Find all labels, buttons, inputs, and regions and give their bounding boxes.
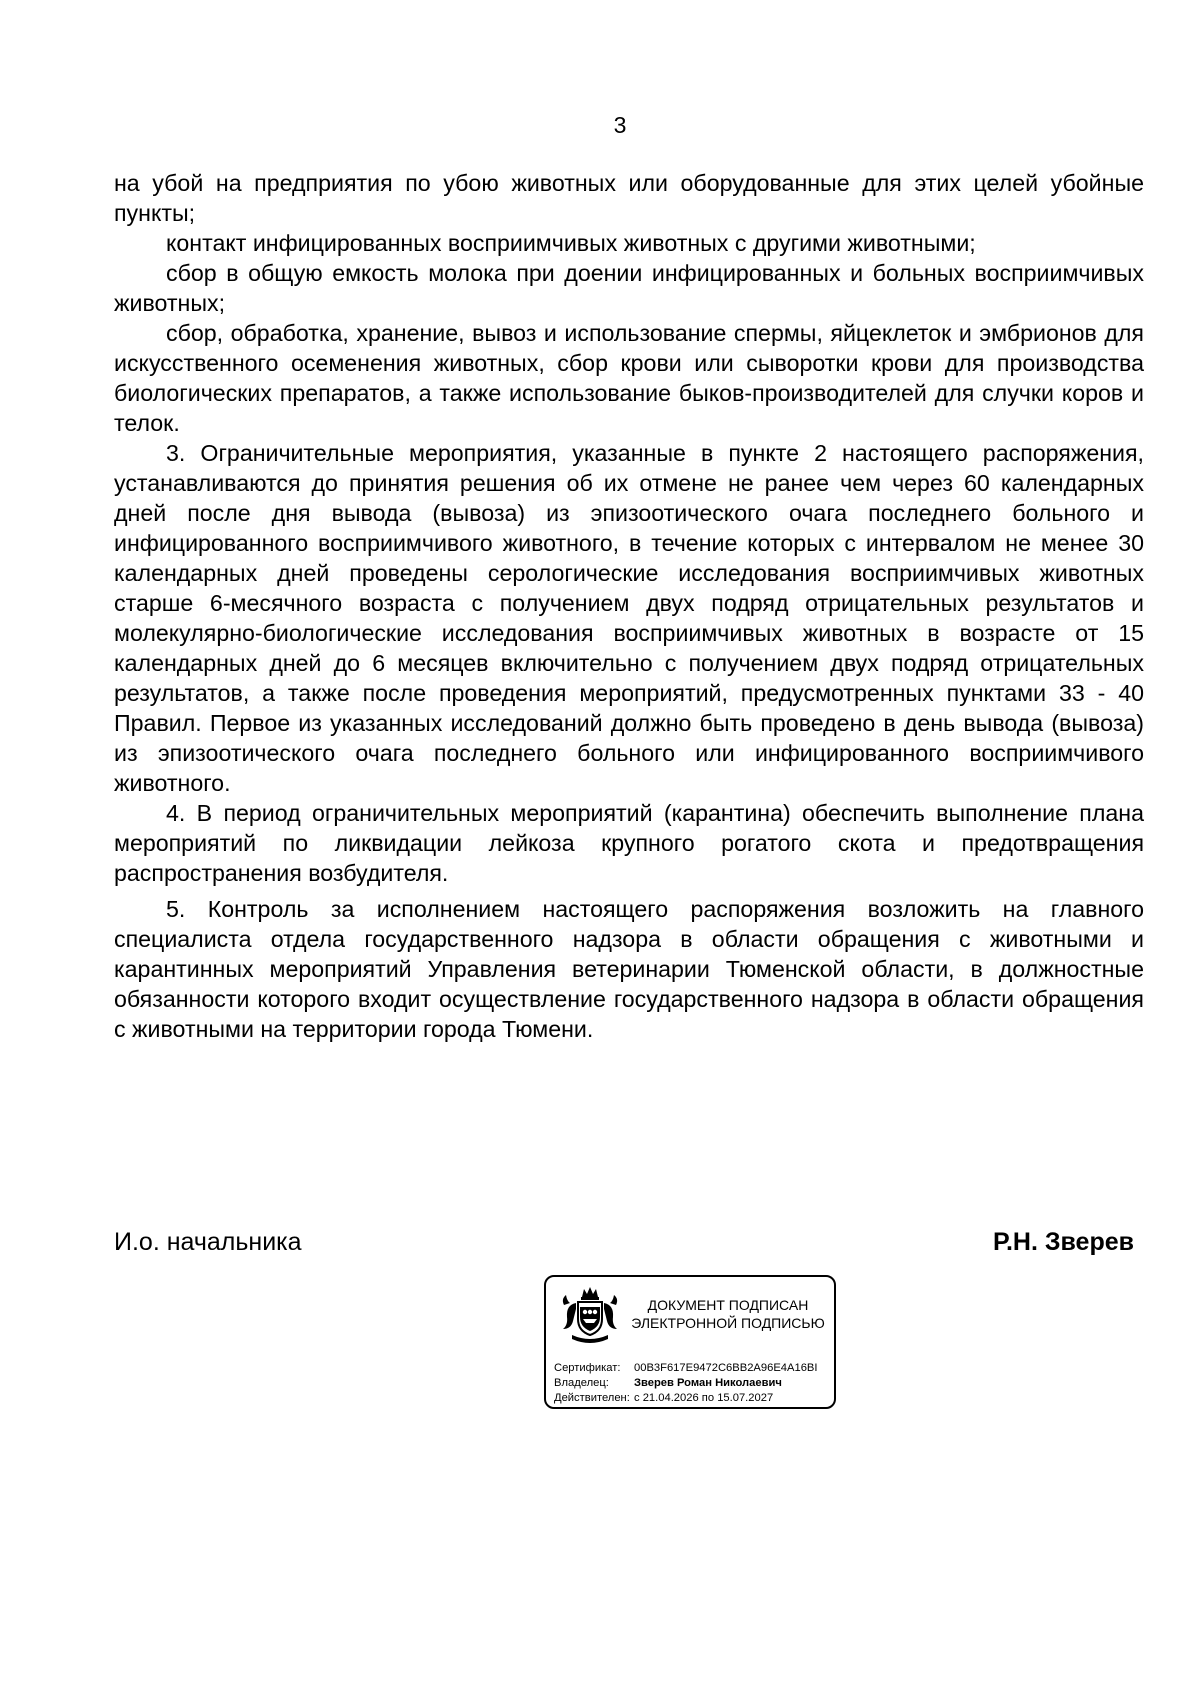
paragraph-slaughter: на убой на предприятия по убою животных или оборудованные для этих целей убойные пункты; xyxy=(114,170,1144,226)
paragraph-sperm: сбор, обработка, хранение, вывоз и использование спермы, яйцеклеток и эмбрионов для искусственного осеменения животных, сбор крови или сыворотки крови для производства биологических препаратов, а также использование быков-производителей для случки коров и телок. xyxy=(114,320,1144,436)
electronic-signature-stamp xyxy=(544,1275,836,1409)
owner-label: Владелец: xyxy=(554,1377,609,1389)
stamp-title xyxy=(620,1296,836,1332)
coat-of-arms-icon xyxy=(558,1285,622,1347)
signatory-position: И.о. начальника xyxy=(114,1228,302,1256)
stamp-title-line-1: ДОКУМЕНТ ПОДПИСАН xyxy=(647,1297,809,1313)
certificate-value: 00B3F617E9472C6BB2A96E4A16BI xyxy=(634,1362,818,1374)
stamp-owner-row xyxy=(554,1376,818,1391)
paragraph-item-3: 3. Ограничительные мероприятия, указанные в пункте 2 настоящего распоряжения, устанавливаются до принятия решения об их отмене не ранее чем через 60 календарных дней после дня вывода (вывоза) из эпизоотического очага последнего больного и инфицированного восприимчивого животного, в течение которых с интервалом не менее 30 календарных дней проведены серологические исследования восприимчивых животных старше 6-месячного возраста с получением двух подряд отрицательных результатов и молекулярно-биологические исследования восприимчивых животных в возрасте от 15 календарных дней до 6 месяцев включительно с получением двух подряд отрицательных результатов, а также после проведения мероприятий, предусмотренных пунктами 33 - 40 Правил. Первое из указанных исследований должно быть проведено в день вывода (вывоза) из эпизоотического очага последнего больного или инфицированного восприимчивого животного. xyxy=(114,440,1144,796)
paragraph-milk: сбор в общую емкость молока при доении инфицированных и больных восприимчивых животных; xyxy=(114,260,1144,316)
certificate-label: Сертификат: xyxy=(554,1362,621,1374)
owner-value: Зверев Роман Николаевич xyxy=(634,1377,782,1389)
stamp-title-line-2: ЭЛЕКТРОННОЙ ПОДПИСЬЮ xyxy=(631,1315,825,1331)
validity-value: с 21.04.2026 по 15.07.2027 xyxy=(634,1392,774,1404)
signatory-name: Р.Н. Зверев xyxy=(993,1228,1134,1256)
page-number: 3 xyxy=(613,112,627,138)
paragraph-item-4: 4. В период ограничительных мероприятий (карантина) обеспечить выполнение плана мероприятий по ликвидации лейкоза крупного рогатого скота и предотвращения распространения возбудителя. xyxy=(114,800,1144,886)
paragraph-contact: контакт инфицированных восприимчивых животных с другими животными; xyxy=(166,230,976,256)
validity-label: Действителен: xyxy=(554,1392,630,1404)
stamp-validity-row xyxy=(554,1391,818,1406)
document-body xyxy=(114,168,1144,1044)
paragraph-item-5: 5. Контроль за исполнением настоящего распоряжения возложить на главного специалиста отдела государственного надзора в области обращения с животными и карантинных мероприятий Управления ветеринарии Тюменской области, в должностные обязанности которого входит осуществление государственного надзора в области обращения с животными на территории города Тюмени. xyxy=(114,896,1144,1042)
stamp-certificate-row xyxy=(554,1361,818,1376)
stamp-details xyxy=(554,1361,818,1406)
